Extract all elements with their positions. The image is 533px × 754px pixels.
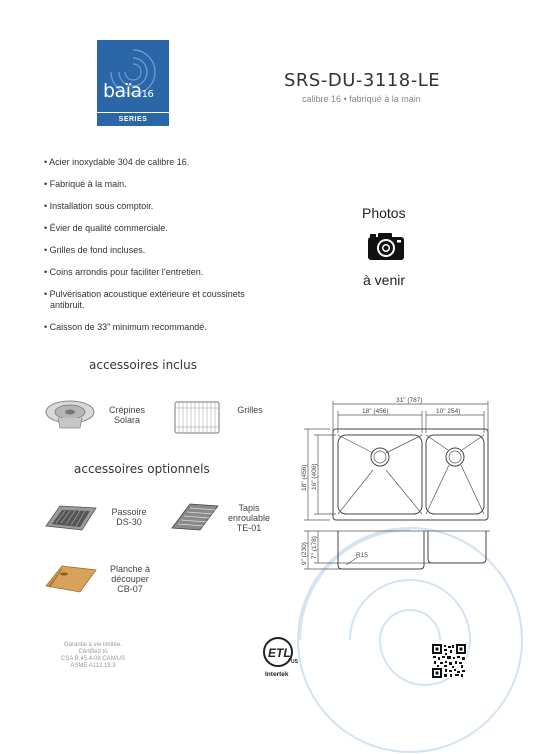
colander-image [44, 502, 98, 532]
bottom-grid-image [174, 401, 220, 434]
left-bowl-width-label: 18" (456) [362, 408, 389, 415]
colander-caption: Passoire DS-30 [111, 507, 147, 527]
overall-depth-label: 18" (456) [301, 464, 308, 491]
cutting-board-caption: Planche à découper CB-07 [109, 564, 151, 594]
feature-item: • Grilles de fond incluses. [44, 245, 146, 255]
svg-text:US: US [291, 659, 298, 665]
camera-icon [366, 230, 406, 262]
optional-accessories-heading: accessoires optionnels [74, 462, 210, 476]
strainer-image [44, 398, 96, 430]
feature-item: • Pulvérisation acoustique extérieure et coussinets antibruit. [44, 289, 245, 310]
feature-item: • Fabriqué à la main. [44, 179, 127, 189]
overall-width-label: 31" (787) [396, 397, 423, 404]
left-height-label: 9" (230) [301, 542, 308, 565]
etl-certification-icon [262, 636, 298, 678]
feature-item: • Acier inoxydable 304 de calibre 16. [44, 157, 190, 167]
model-subtitle: calibre 16 • fabriqué à la main [302, 94, 421, 104]
right-height-label: 7" (178) [311, 536, 318, 559]
right-bowl-width-label: 10" 254) [436, 408, 461, 415]
feature-item: • Coins arrondis pour faciliter l’entretien. [44, 267, 204, 277]
photos-subtitle: à venir [363, 272, 406, 288]
bowl-depth-label: 16" (406) [311, 463, 318, 490]
brand-logo [97, 40, 169, 126]
feature-item: • Installation sous comptoir. [44, 201, 154, 211]
roll-mat-caption: Tapis enroulable TE-01 [227, 503, 271, 533]
feature-list [44, 157, 254, 344]
warranty-text: Garantie à vie limitée. Certified to CSA B.45.4-08 CAN/US ASME A112.19.3 [60, 642, 126, 669]
feature-item: • Évier de qualité commerciale. [44, 223, 168, 233]
cutting-board-image [44, 562, 98, 594]
model-number: SRS-DU-3118-LE [284, 70, 441, 91]
sink-technical-drawing [300, 393, 495, 573]
roll-mat-image [170, 502, 220, 532]
svg-text:ETL: ETL [268, 646, 291, 660]
grid-caption: Grilles [237, 405, 263, 415]
qr-code-icon[interactable] [432, 644, 466, 678]
radius-label: R15 [356, 552, 368, 559]
included-accessories-heading: accessoires inclus [89, 358, 197, 372]
strainer-caption: Crépines Solara [108, 405, 146, 425]
brand-name: baïa16 [103, 80, 154, 102]
feature-item: • Caisson de 33” minimum recommandé. [44, 322, 207, 332]
photos-title: Photos [362, 205, 406, 221]
svg-text:Intertek: Intertek [265, 671, 289, 678]
series-label: SERIES [97, 113, 169, 126]
